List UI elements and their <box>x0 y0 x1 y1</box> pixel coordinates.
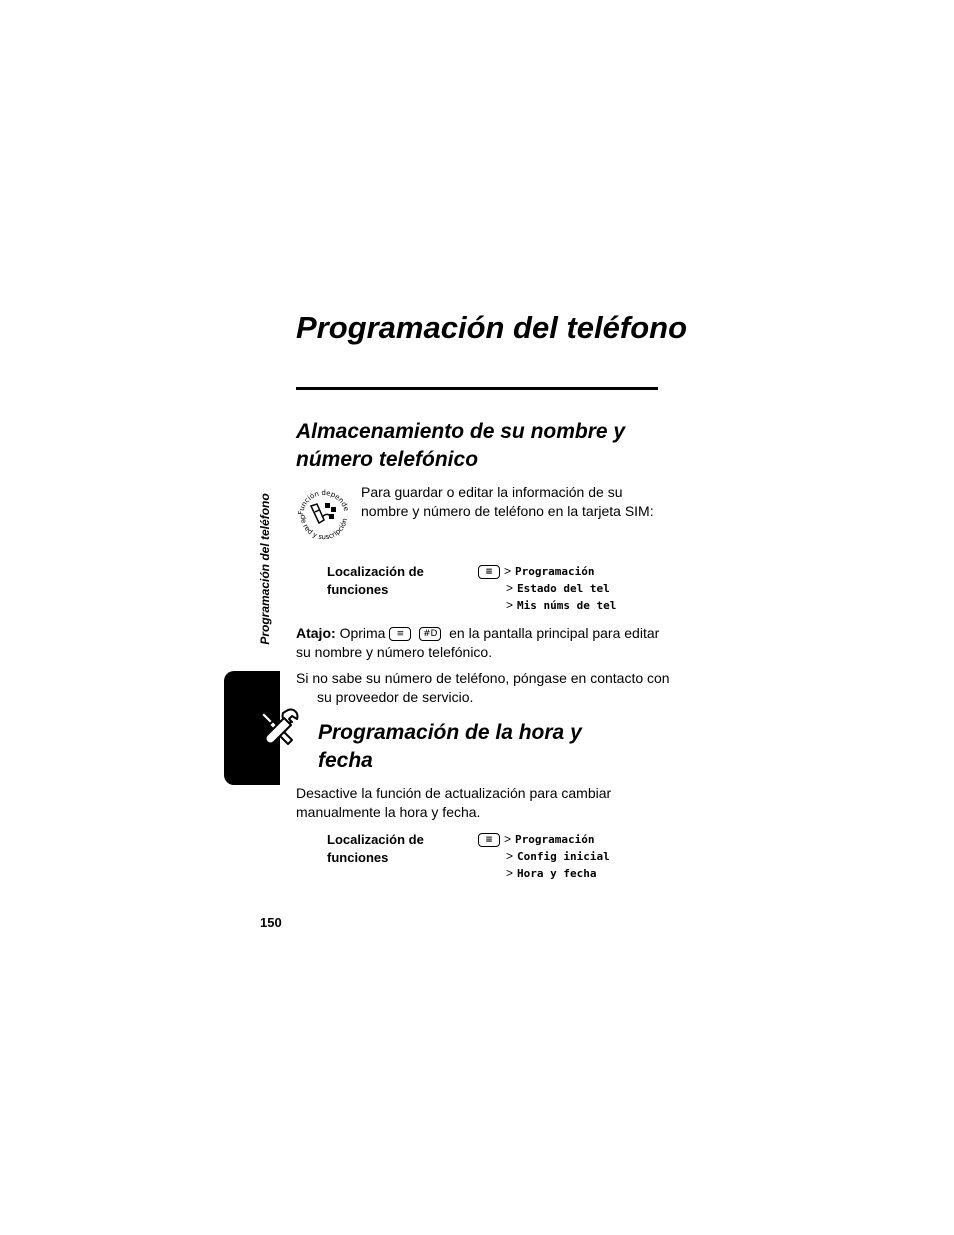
menu-key-icon: ≡ <box>389 627 411 641</box>
page-number: 150 <box>260 915 282 930</box>
pound-key-icon: #D <box>419 627 441 641</box>
shortcut-paragraph: Atajo: Oprima ≡ #D en la pantalla principal para editar su nombre y número telefónico. <box>296 625 660 660</box>
title-rule <box>296 387 658 390</box>
menu-path-1-step-1: ≡ > Programación <box>478 563 678 580</box>
icon-text-top: Función depende <box>296 488 351 516</box>
phone-network-icon <box>294 486 352 544</box>
wrench-screwdriver-icon <box>258 704 302 750</box>
menu-path-1-step-2: > Estado del tel <box>506 581 610 595</box>
section1-intro: Para guardar o editar la información de su nombre y número de teléfono en la tarjeta SIM: <box>361 484 654 519</box>
page-title: Programación del teléfono <box>296 310 688 345</box>
feature-location-label-1: Localización de funciones <box>327 564 424 597</box>
side-label-text: Programación del teléfono <box>258 493 272 645</box>
menu-path-2 <box>478 831 678 882</box>
menu-path-1-step-3: > Mis núms de tel <box>506 598 617 612</box>
menu-key-icon: ≡ <box>478 833 500 847</box>
menu-path-2-step-1: ≡ > Programación <box>478 831 678 848</box>
section1-note: Si no sabe su número de teléfono, póngase en contacto con su proveedor de servicio. <box>296 670 670 705</box>
menu-path-1 <box>478 563 678 614</box>
feature-location-label-2: Localización de funciones <box>327 832 424 865</box>
icon-text-bottom: de red y suscripción <box>298 514 350 542</box>
side-label <box>256 480 274 658</box>
section-heading-store-number: Almacenamiento de su nombre y número telefónico <box>296 420 626 471</box>
section-heading-time-date: Programación de la hora y fecha <box>318 721 582 772</box>
shortcut-label: Atajo: <box>296 625 336 641</box>
menu-key-icon: ≡ <box>478 565 500 579</box>
menu-path-2-step-2: > Config inicial <box>506 849 610 863</box>
section2-intro: Desactive la función de actualización para cambiar manualmente la hora y fecha. <box>296 785 612 820</box>
menu-path-2-step-3: > Hora y fecha <box>506 866 597 880</box>
